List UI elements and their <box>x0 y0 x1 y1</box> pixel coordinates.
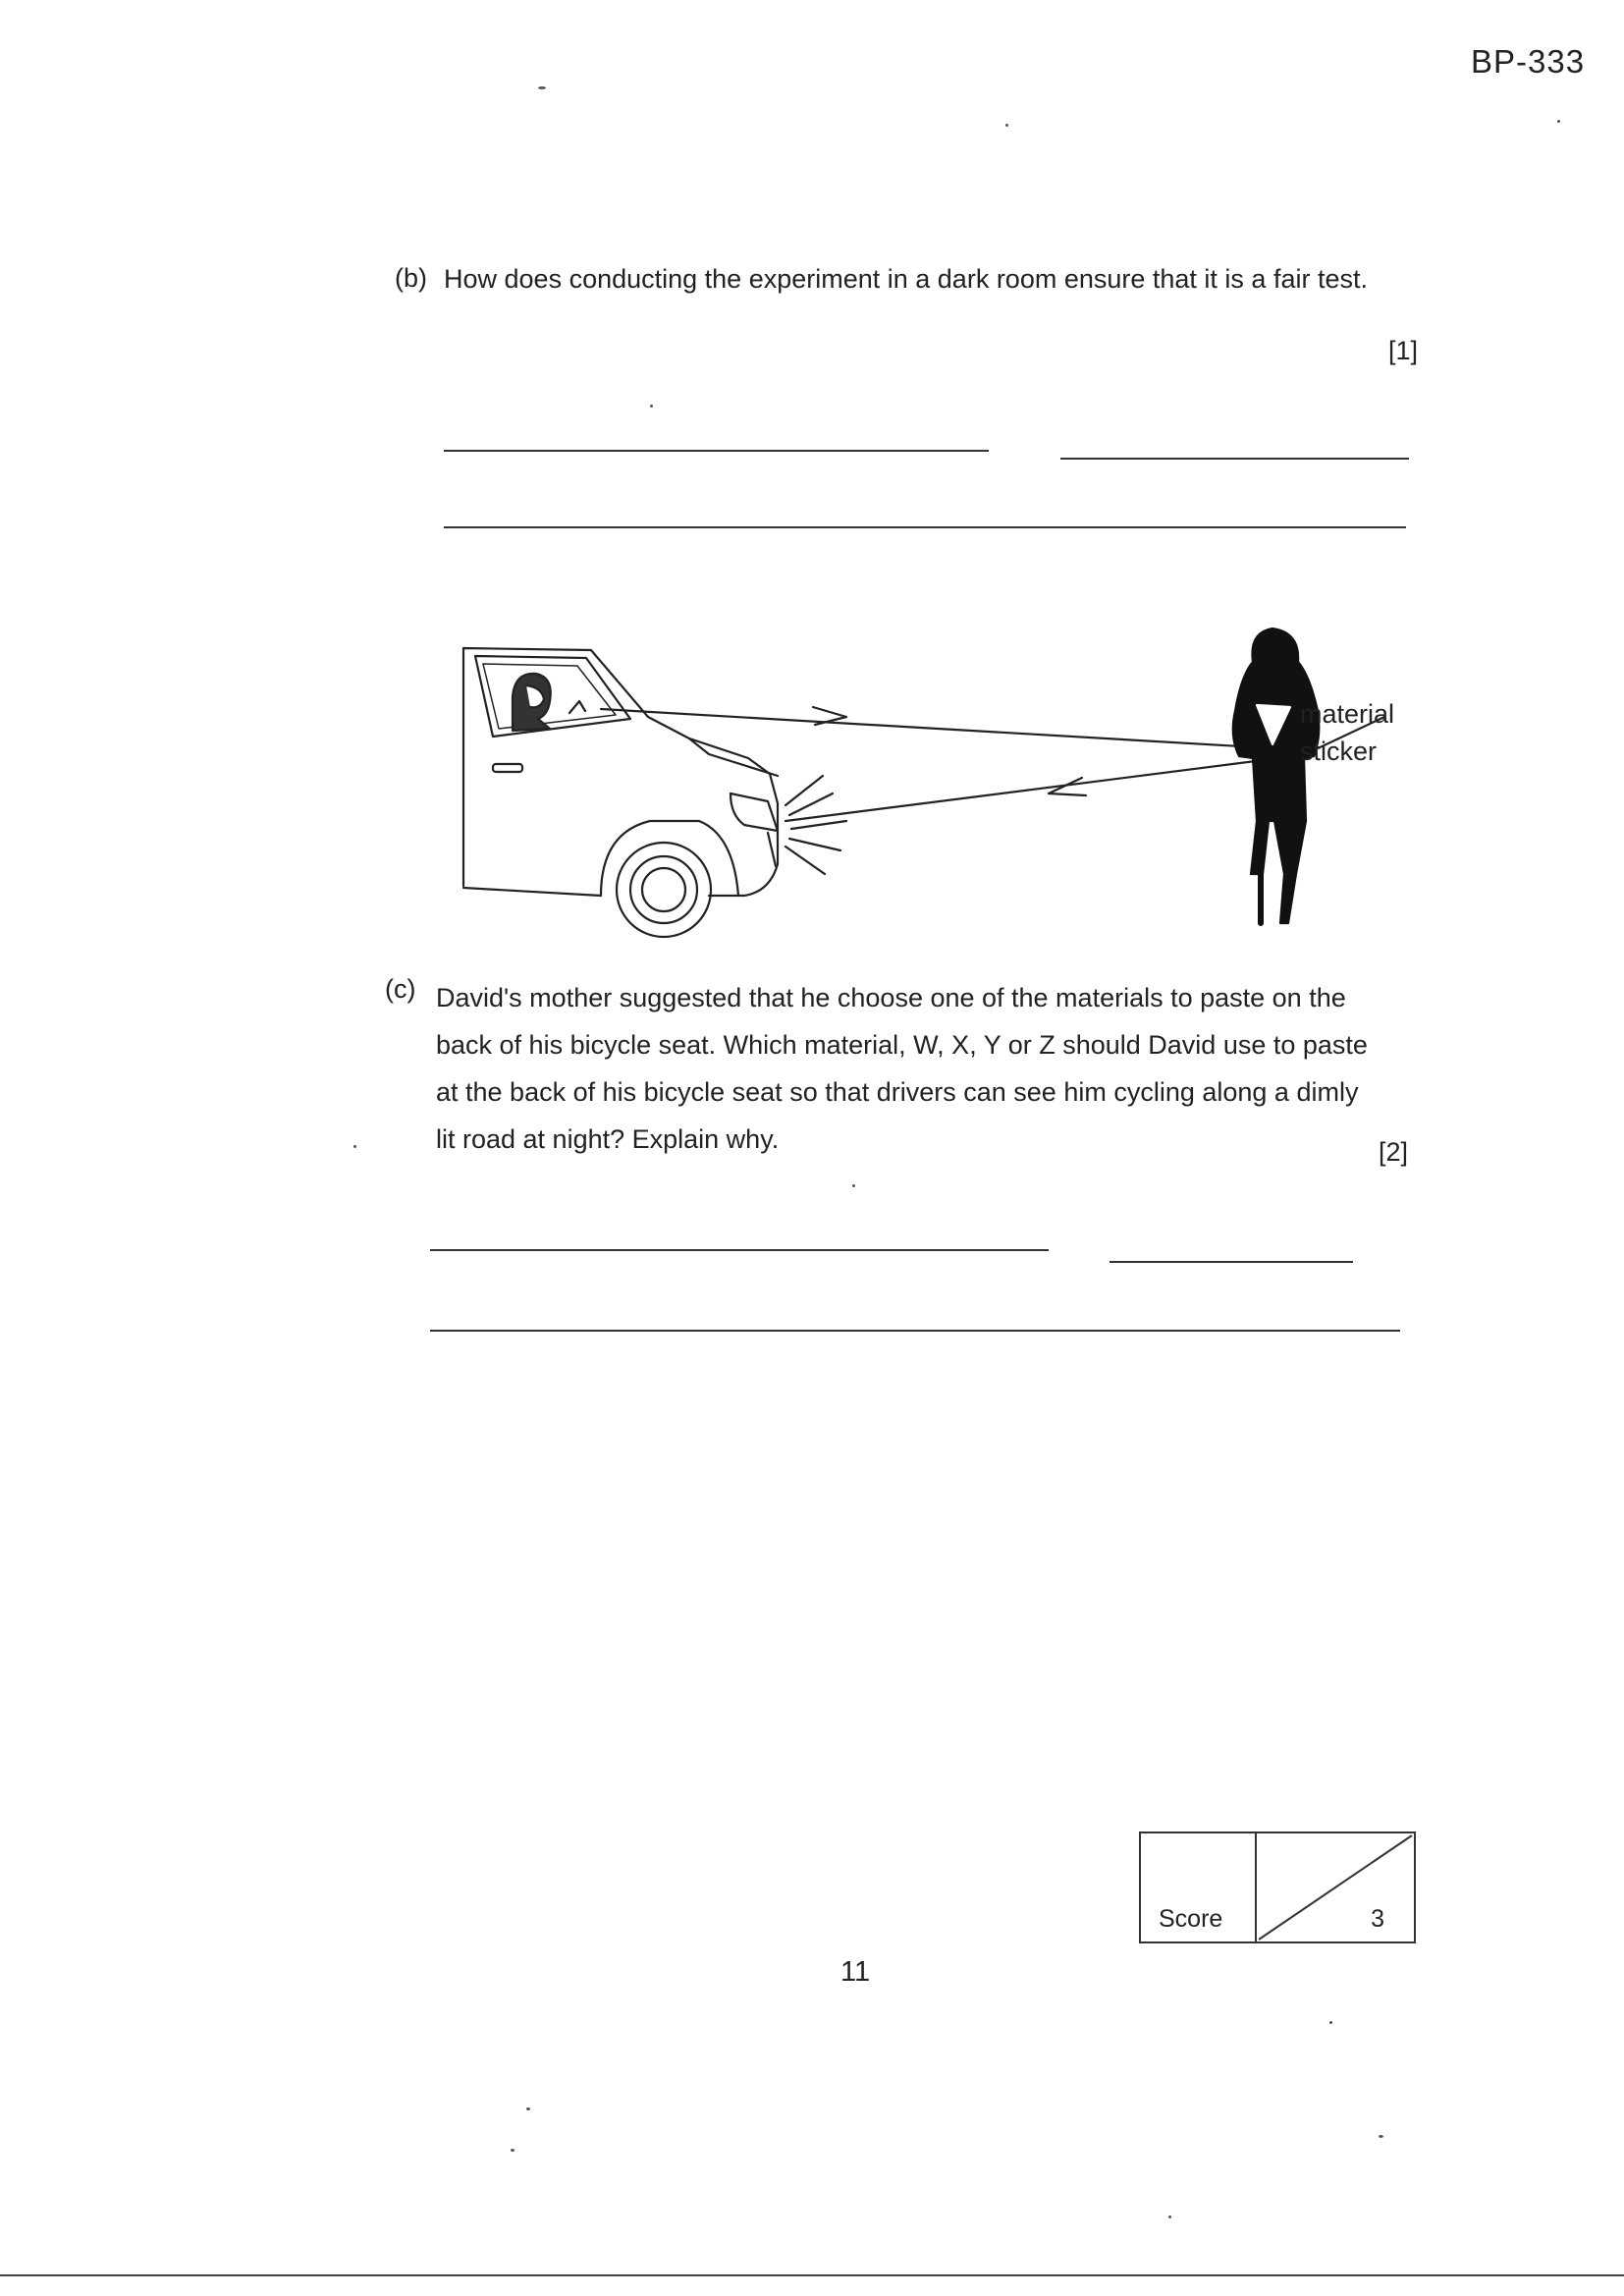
cyclist <box>1233 629 1320 923</box>
scan-speck <box>511 2149 514 2152</box>
scan-speck <box>1005 124 1008 127</box>
wheel-arch <box>601 821 738 896</box>
scan-speck <box>538 86 546 89</box>
answer-line-b-2[interactable] <box>444 526 1406 528</box>
question-b-marks: [1] <box>1388 336 1419 365</box>
answer-line-c-2[interactable] <box>430 1330 1400 1332</box>
document-code: BP-333 <box>1471 43 1586 80</box>
figure-label-sticker: sticker <box>1300 737 1378 766</box>
score-label-cell <box>1141 1833 1257 1941</box>
question-c-label: (c) <box>385 974 416 1004</box>
scan-speck <box>852 1184 855 1187</box>
question-c-line-2: back of his bicycle seat. Which material, W, X, Y or Z should David use to paste <box>436 1030 1368 1060</box>
question-b-text: How does conducting the experiment in a dark room ensure that it is a fair test. <box>444 264 1368 294</box>
scan-speck <box>1557 120 1560 123</box>
page-number: 11 <box>840 1956 871 1988</box>
question-c-line-4: lit road at night? Explain why. <box>436 1124 780 1154</box>
score-box <box>1139 1831 1416 1943</box>
answer-line-c-1a[interactable] <box>430 1249 1049 1251</box>
answer-line-c-1b[interactable] <box>1110 1261 1353 1263</box>
scan-speck <box>1379 2135 1383 2138</box>
figure-label-material: material <box>1300 699 1395 729</box>
incident-light-ray <box>785 754 1310 821</box>
car-cyclist-figure <box>454 629 1435 953</box>
scan-speck <box>650 405 653 408</box>
car-underside <box>463 888 601 896</box>
score-label: Score <box>1159 1905 1223 1933</box>
question-b-label: (b) <box>395 263 427 293</box>
score-max: 3 <box>1371 1905 1384 1933</box>
question-c-line-3: at the back of his bicycle seat so that drivers can see him cycling along a dimly <box>436 1077 1359 1107</box>
door-handle <box>493 764 522 772</box>
question-c-marks: [2] <box>1379 1137 1409 1167</box>
score-entry-cell[interactable] <box>1257 1833 1414 1941</box>
question-c-line-1: David's mother suggested that he choose one of the materials to paste on the <box>436 983 1346 1012</box>
answer-line-b-1b[interactable] <box>1060 458 1409 460</box>
scan-speck <box>1329 2021 1332 2024</box>
answer-line-b-1a[interactable] <box>444 450 989 452</box>
scan-speck <box>526 2107 530 2110</box>
scan-speck <box>353 1145 356 1148</box>
headlight <box>731 793 778 831</box>
scan-speck <box>1168 2215 1171 2218</box>
score-diagonal <box>1257 1833 1414 1941</box>
page-bottom-edge <box>0 2274 1624 2276</box>
car-cyclist-illustration <box>454 629 1435 953</box>
